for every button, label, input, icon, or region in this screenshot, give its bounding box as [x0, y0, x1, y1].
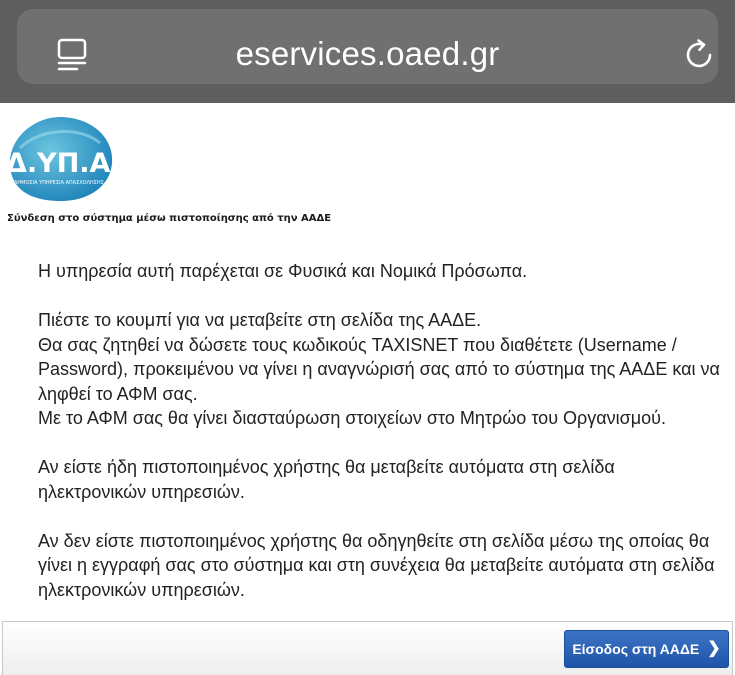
- page-content: [0, 103, 735, 675]
- info-paragraph: Με το ΑΦΜ σας θα γίνει διασταύρωση στοιχείων στο Μητρώο του Οργανισμού.: [38, 408, 667, 428]
- info-paragraph: Η υπηρεσία αυτή παρέχεται σε Φυσικά και Νομικά Πρόσωπα.: [38, 261, 528, 281]
- browser-toolbar: [0, 0, 735, 103]
- url-text[interactable]: eservices.oaed.gr: [235, 35, 500, 72]
- info-text: [38, 259, 728, 602]
- info-paragraph: Αν είστε ήδη πιστοποιημένος χρήστης θα μεταβείτε αυτόματα στη σελίδα ηλεκτρονικών υπηρεσιών.: [38, 457, 615, 502]
- address-bar[interactable]: [17, 9, 718, 84]
- info-paragraph: Αν δεν είστε πιστοποιημένος χρήστης θα οδηγηθείτε στη σελίδα μέσω της οποίας θα γίνει η εγγραφή σας στο σύστημα και στη συνέχεια θα μεταβείτε αυτόματα στη σελίδα ηλεκτρονικών υπηρεσιών.: [38, 530, 715, 600]
- chevron-right-icon: ❯: [707, 640, 721, 657]
- footer-bar: [2, 621, 733, 675]
- enter-aade-button[interactable]: [564, 630, 729, 668]
- enter-aade-button-label: Είσοδος στη ΑΑΔΕ: [572, 641, 700, 657]
- dypa-logo: [0, 108, 120, 208]
- logo-tagline: ΔΗΜΟΣΙΑ ΥΠΗΡΕΣΙΑ ΑΠΑΣΧΟΛΗΣΗΣ: [14, 180, 104, 186]
- info-paragraph: Πιέστε το κουμπί για να μεταβείτε στη σελίδα της ΑΑΔΕ.: [38, 310, 482, 330]
- info-paragraph: Θα σας ζητηθεί να δώσετε τους κωδικούς TAXISNET που διαθέτετε (Username / Password), προκειμένου να γίνει η αναγνώρισή σας από το σύστημα της ΑΑΔΕ και να ληφθεί το ΑΦΜ σας.: [38, 334, 720, 404]
- page-subtitle: Σύνδεση στο σύστημα μέσω πιστοποίησης από την ΑΑΔΕ: [7, 213, 332, 224]
- reload-icon[interactable]: [683, 37, 717, 73]
- logo-text: Δ.ΥΠ.Α: [6, 148, 111, 179]
